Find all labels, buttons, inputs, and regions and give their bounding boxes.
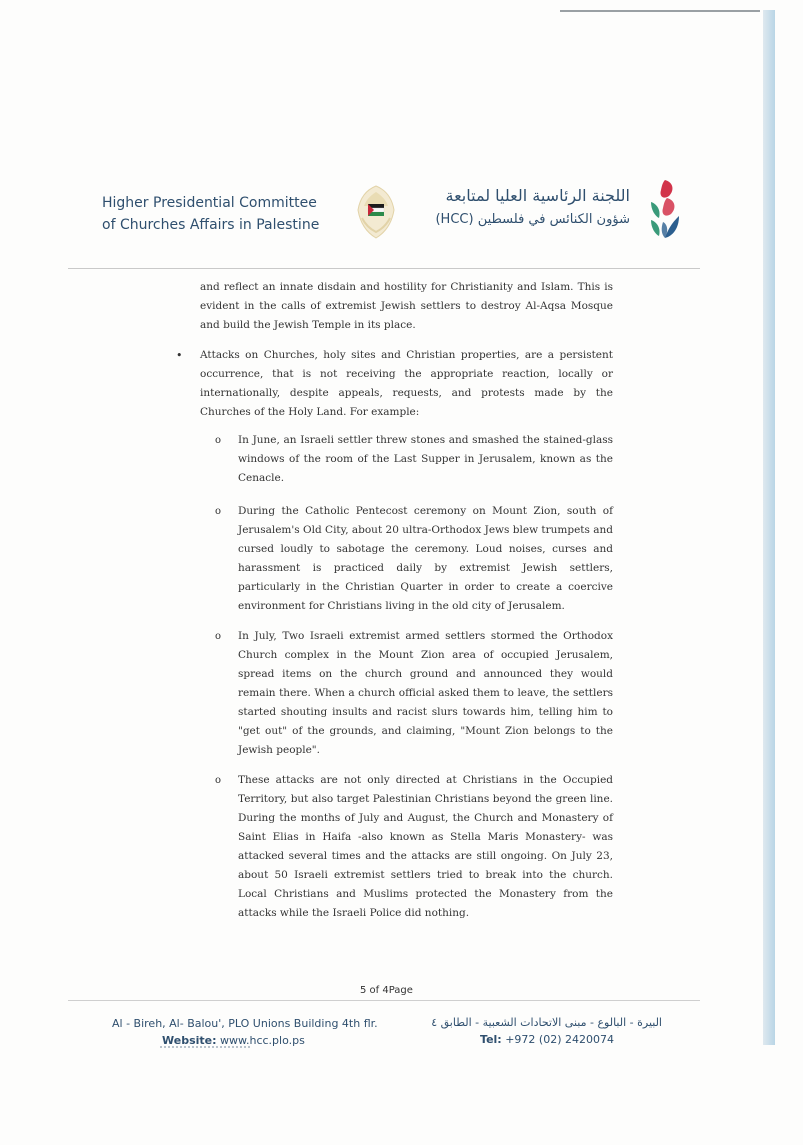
header-divider <box>68 268 700 269</box>
tel-value: +972 (02) 2420074 <box>505 1033 614 1046</box>
hcc-logo-icon <box>645 176 685 242</box>
sub-item <box>238 627 613 760</box>
page-number: 5 of 4Page <box>360 985 413 996</box>
website-link[interactable]: www.hcc.plo.ps <box>220 1034 305 1047</box>
footer-arabic <box>400 1014 662 1048</box>
sub-item-text: In July, Two Israeli extremist armed settlers stormed the Orthodox Church complex in the Mount Zion area of occupied Jerusalem, spread items on the church ground and announced they would remain there. When a church official asked them to leave, the settlers started shouting insults and racist slurs towards him, telling him to "get out" of the grounds, and claiming, "Mount Zion belongs to the Jewish people". <box>238 630 613 756</box>
paragraph-text: and reflect an innate disdain and hostility for Christianity and Islam. This is evident in the calls of extremist Jewish settlers to destroy Al-Aqsa Mosque and build the Jewish Temple in its place. <box>200 281 613 331</box>
sub-item-text: During the Catholic Pentecost ceremony on Mount Zion, south of Jerusalem's Old City, about 20 ultra-Orthodox Jews blew trumpets and cursed loudly to sabotage the ceremony. Loud noises, curses and harassment is practiced daily by extremist Jewish settlers, particularly in the Christian Quarter in order to create a coercive environment for Christians living in the old city of Jerusalem. <box>238 505 613 612</box>
org-name-english <box>102 192 319 236</box>
footer-divider <box>68 1000 700 1001</box>
sub-item-marker: o <box>215 775 222 786</box>
org-name-ar-line1: اللجنة الرئاسية العليا لمتابعة <box>445 186 630 205</box>
footer-english <box>112 1015 378 1049</box>
footer-phone <box>400 1031 662 1048</box>
sub-item-text: In June, an Israeli settler threw stones and smashed the stained-glass windows of the room of the Last Supper in Jerusalem, known as the Cenacle. <box>238 434 613 484</box>
footer-address-en: Al - Bireh, Al- Balou', PLO Unions Building 4th flr. <box>112 1017 378 1030</box>
sub-item <box>238 502 613 616</box>
sub-item-marker: o <box>215 435 222 446</box>
palestine-emblem-icon <box>352 182 400 240</box>
org-name-ar-line2: شؤون الكنائس في فلسطين (HCC) <box>435 212 630 227</box>
continued-paragraph <box>200 278 613 335</box>
bullet-item <box>200 346 613 422</box>
sub-item <box>238 771 613 923</box>
bullet-marker: • <box>176 349 183 362</box>
footer-address-ar: البيرة - البالوع - مبنى الاتحادات الشعبية - الطابق ٤ <box>431 1016 662 1029</box>
org-name-en-line1: Higher Presidential Committee <box>102 195 317 211</box>
org-name-en-line2: of Churches Affairs in Palestine <box>102 217 320 233</box>
sub-item-marker: o <box>215 631 222 642</box>
bullet-text: Attacks on Churches, holy sites and Christian properties, are a persistent occurrence, that is not receiving the appropriate reaction, locally or internationally, despite appeals, requests, and protests made by the Churches of the Holy Land. For example: <box>200 349 613 418</box>
sub-item <box>238 431 613 488</box>
sub-item-marker: o <box>215 506 222 517</box>
tel-label: Tel: <box>480 1033 502 1046</box>
website-label: Website: <box>162 1034 217 1047</box>
sub-item-text: These attacks are not only directed at Christians in the Occupied Territory, but also target Palestinian Christians beyond the green line. During the months of July and August, the Church and Monastery of Saint Elias in Haifa -also known as Stella Maris Monastery- was attacked several times and the attacks are still ongoing. On July 23, about 50 Israeli extremist settlers tried to break into the church. Local Christians and Muslims protected the Monastery from the attacks while the Israeli Police did nothing. <box>238 774 613 919</box>
scan-edge-top <box>560 10 760 12</box>
org-name-arabic <box>435 183 630 231</box>
scan-edge-right <box>763 10 775 1045</box>
footer-cut-line <box>160 1046 250 1051</box>
